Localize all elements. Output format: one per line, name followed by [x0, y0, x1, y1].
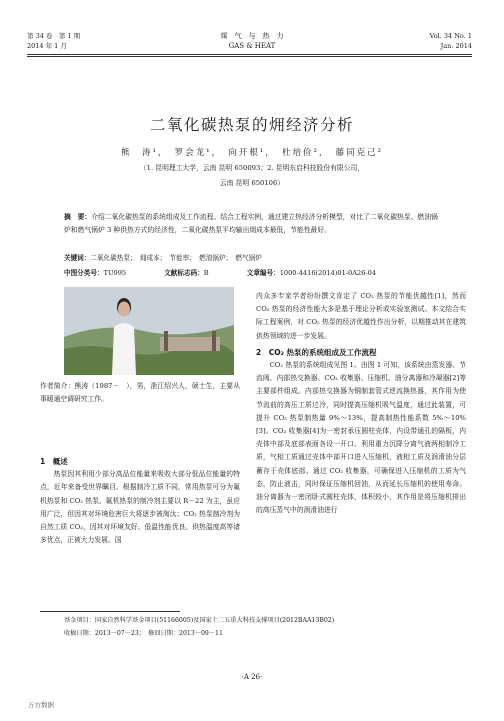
journal-name-en: GAS & HEAT	[228, 42, 276, 50]
abstract-label: 摘 要：	[64, 213, 92, 221]
affiliation-line-1: （1. 昆明理工大学，云南 昆明 650093；2. 昆明东启科技股份有限公司，	[139, 164, 365, 172]
keywords-label: 关键词：	[64, 254, 91, 262]
keywords	[64, 252, 442, 262]
page-number: ·A 26·	[241, 673, 263, 681]
funding-note: 基金项目：国家自然科学基金项目(51166005)及国家十二五重大科技支撑项目(2012BAA13B02)	[64, 617, 335, 624]
section-1-body: 热泵因其利用少部分高品位能量来吸收大部分低品位能量的特点，近年来备受世界瞩目。根据制冷工质不同，常用热泵可分为氟机热泵和 CO₂ 热泵。氟机热泵的制冷剂主要以 R－22 为主，虽应用广泛，但因其对环境危害巨大将逐步被淘汰；CO₂ 热泵制冷剂为自然工质 CO₂，因其对环境友好、低温性能优良、供热温度高等诸多优点，正被大力发展。国	[40, 470, 240, 545]
keywords-text: 二氧化碳热泵； 㶲成本； 节能率； 燃油锅炉； 燃气锅炉	[90, 254, 262, 262]
article-id-value: 1000-4416(2014)01-0A26-04	[279, 269, 377, 277]
volume-issue-en: Vol. 34 No. 1	[429, 32, 472, 40]
section-2-heading: 2 CO₂ 热泵的系统组成及工作流程	[256, 347, 377, 357]
received-date-note: 收稿日期：2013－07－23； 修回日期：2013－09－11	[64, 630, 223, 637]
affiliation-line-2: 云南 昆明 650106）	[219, 179, 285, 187]
paper-title: 二氧化碳热泵的㶲经济分析	[149, 116, 354, 134]
journal-volume-header-en	[430, 31, 472, 51]
footnote-rule	[40, 611, 180, 612]
article-id-label: 文章编号：	[246, 269, 280, 277]
intro-continued: 内众多专家学者纷纷撰文肯定了 CO₂ 热泵的节能优越性[1]，然而 CO₂ 热泵的经济性能大多是基于理论分析或实验室测试。本文结合实际工程案例，对 CO₂ 热泵的经济优越性作出分析，以期推动其在建筑供热领域的进一步发展。	[256, 292, 466, 340]
doc-code-value: B	[203, 269, 209, 277]
left-column	[40, 455, 240, 547]
abstract	[64, 211, 442, 237]
issue-date: 2014 年 1 月	[27, 42, 67, 50]
watermark: 万方数据	[28, 701, 54, 709]
abstract-text: 介绍二氧化碳热泵的系统组成及工作流程。结合工程实例，通过建立热经济分析模型，对比了二氧化碳热泵、燃油锅炉和燃气锅炉 3 种供热方式的经济性，二氧化碳热泵平均输出㶲成本最低，节能性最好。	[64, 213, 438, 234]
author-list: 熊 涛¹， 罗会龙¹， 向开根¹， 杜培俭²， 藤同克己²	[120, 148, 384, 158]
classification-line	[64, 267, 464, 277]
section-2-body: CO₂ 热泵的系统组成见图 1。由图 1 可知，该系统由蒸发器、节流阀、内部热交换器、CO₂ 收集器、压缩机、油分离器和冷凝器[2]等主要部件组成。内部热交换器为铜制套管式逆流换热器，其作用为使节流前的高压工质过冷，同时提高压缩机吸气温度，通过此装置，可提升 CO₂ 热泵制热量 9%～13%，提高制热性能系数 5%～10%[3]。CO₂ 收集器[4]为一密封承压圆柱壳体，内设带通孔的隔板，内壳体中部及底部表面各设一开口。利用重力沉降分离气液两相制冷工质，气相工质通过壳体中部开口进入压缩机，液相工质及润滑油分层蓄存于壳体底部。通过 CO₂ 收集器，可确保进入压缩机的工质为气态，防止液击，同时保证压缩机回油，从而延长压缩机的使用寿命。油分离器为一密闭卧式圆柱壳体，体积较小，其作用是将压缩机排出的高压蒸气中的润滑油进行	[256, 361, 466, 515]
volume-issue: 第 34 卷 第 1 期	[27, 32, 81, 40]
issue-date-en: Jan. 2014	[440, 42, 472, 50]
clc-value: TU995	[103, 269, 127, 277]
doc-code-label: 文献标志码：	[164, 269, 204, 277]
journal-name-cn: 煤 气 与 热 力	[220, 32, 284, 40]
right-column	[256, 290, 466, 517]
author-bio: 作者简介：熊涛（1987－ ），男，浙江绍兴人，硕士生，主要从事暖通空调研究工作。	[40, 382, 240, 404]
clc-label: 中图分类号：	[64, 269, 104, 277]
header-rule-thin	[27, 56, 472, 57]
author-photo	[64, 287, 234, 375]
journal-name-header	[0, 31, 504, 51]
header-rule	[27, 54, 472, 55]
footnotes	[64, 614, 484, 640]
section-1-heading: 1 概述	[40, 457, 68, 466]
